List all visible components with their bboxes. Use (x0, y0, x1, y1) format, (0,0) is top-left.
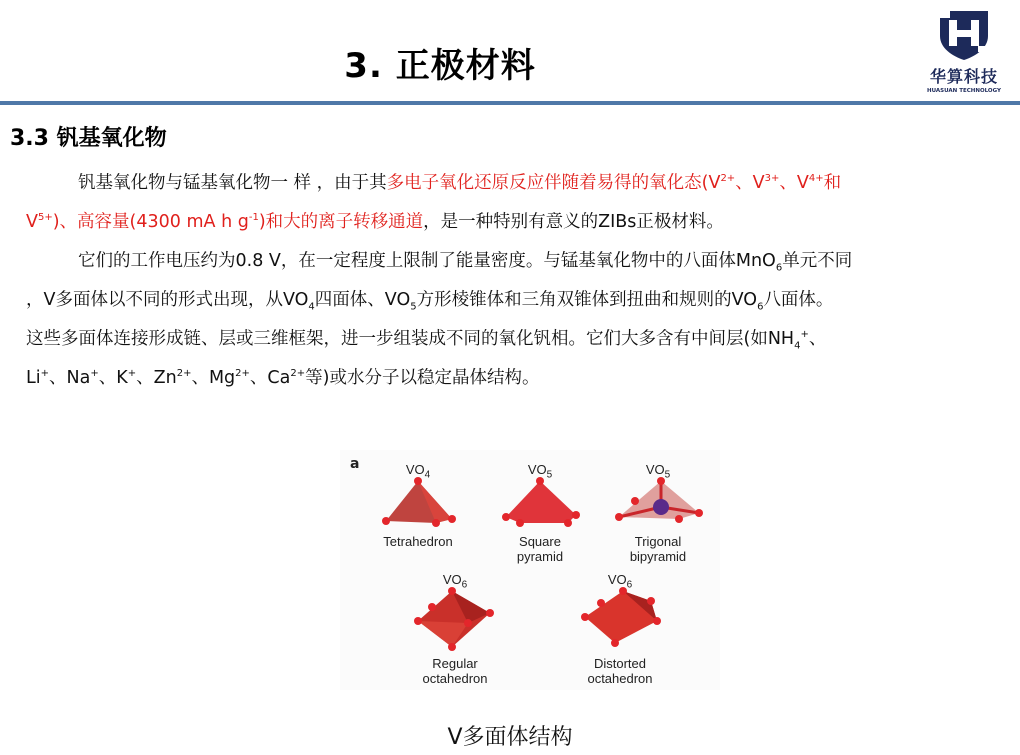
para1-highlight: 多电子氧化还原反应伴随着易得的氧化态($V^{2+}$、$V^{3+}$、$V^{4+}$和 $V^{5+}$)、高容量(4300 mA h $g^{-1}$)和大的离子转移通道 (26, 173, 842, 232)
regular-octahedron-icon (410, 587, 500, 651)
polyhedron-tetrahedron: $VO_4$ Tetrahedron (368, 462, 468, 549)
logo-name-en: HUASUAN TECHNOLOGY (927, 88, 1001, 94)
section-title: 3.3 钒基氧化物 (10, 126, 167, 151)
distorted-octahedron-icon (575, 587, 665, 651)
square-pyramid-icon (500, 477, 580, 529)
trigonal-bipyramid-icon (613, 477, 703, 529)
page-title: 3. 正极材料 (344, 46, 536, 86)
polyhedron-distorted-octahedron: $VO_6$ Distorted octahedron (565, 572, 675, 686)
shield-h-icon (936, 8, 992, 62)
para1-text: 钒基氧化物与锰基氧化物一 样 ，由于其 (78, 173, 387, 193)
polyhedron-regular-octahedron: $VO_6$ Regular octahedron (400, 572, 510, 686)
polyhedron-square-pyramid: $VO_5$ Square pyramid (490, 462, 590, 564)
para1-tail: ，是一种特别有意义的ZIBs正极材料。 (423, 212, 724, 232)
logo-name-cn: 华算科技 (929, 67, 998, 86)
header-divider (0, 101, 1020, 105)
paragraph-1 (26, 164, 986, 242)
polyhedron-trigonal-bipyramid: $VO_5$ Trigonal bipyramid (608, 462, 708, 564)
panel-label: a (350, 456, 360, 472)
paragraph-2: 它们的工作电压约为0.8 V，在一定程度上限制了能量密度。与锰基氧化物中的八面体MnO$_6$单元不同 ，V多面体以不同的形式出现，从$VO_4$四面体、$VO_5$方形棱锥体和三角双锥体到扭曲和规则的$VO_6$八面体。 这些多面体连接形成链、层或三维框架，进一步组装成不同的氧化钒相。它们大多含有中间层(如$NH_4^+$、 Li+、Na+、K+、$Zn^{2+}$、$Mg^{2+}$、$Ca^{2+}$等)或水分子以稳定晶体结构。 (26, 251, 853, 388)
figure-caption: V多面体结构 (447, 725, 573, 750)
polyhedra-figure (340, 450, 720, 690)
tetrahedron-icon (378, 477, 458, 529)
company-logo (918, 8, 1010, 98)
